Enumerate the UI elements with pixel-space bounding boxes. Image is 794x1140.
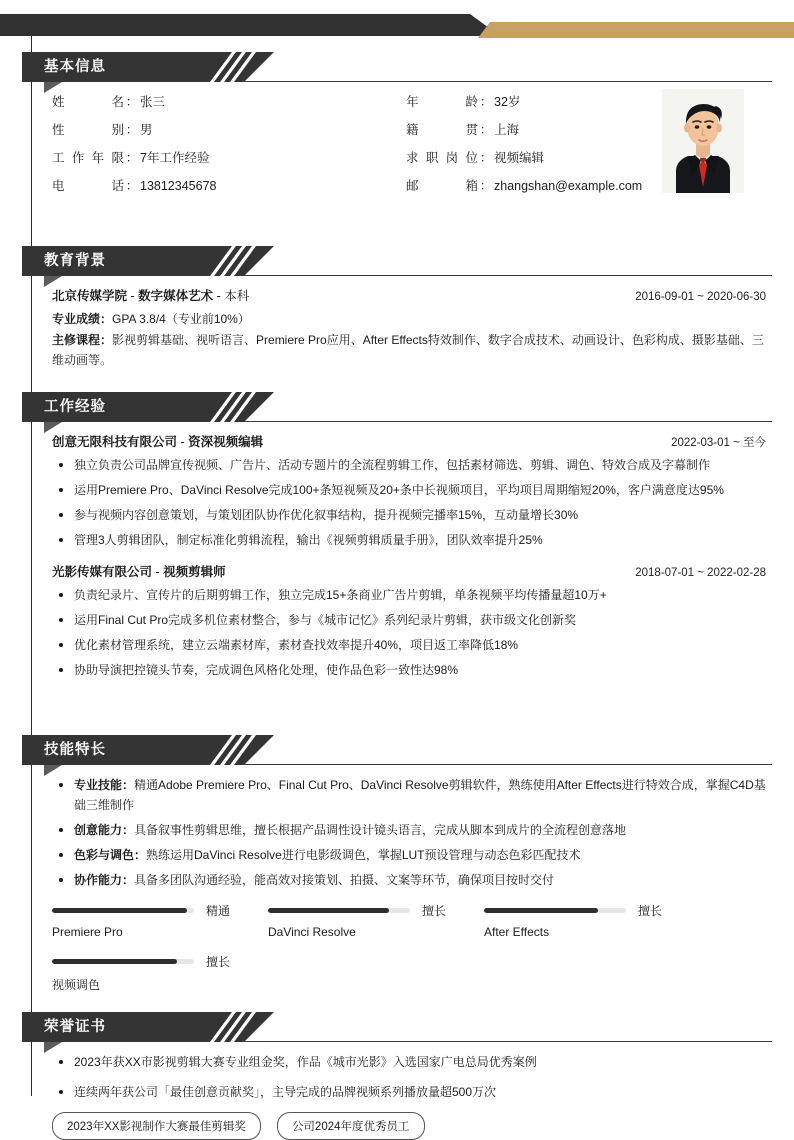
skill-bullet-list	[52, 775, 766, 890]
major-name: 数字媒体艺术	[138, 289, 214, 303]
banner-dark-stripe	[0, 14, 500, 36]
skill-bullet-text: 熟练运用DaVinci Resolve进行电影级调色，掌握LUT预设管理与动态色彩匹配技术	[146, 848, 581, 862]
skill-bar-list	[52, 902, 766, 1007]
detail-text: 影视剪辑基础、视听语言、Premiere Pro应用、After Effects特效制作、数字合成技术、动画设计、色彩构成、摄影基础、三维动画等。	[52, 333, 764, 367]
section-rule	[244, 421, 772, 422]
info-colon: ：	[479, 151, 493, 165]
skill-name-label: DaVinci Resolve	[268, 925, 356, 939]
skill-bar-row	[484, 902, 700, 919]
basic-info-right-column	[406, 92, 642, 204]
skills-body	[52, 765, 766, 1007]
work-bullet: 协助导演把控镜头节奏，完成调色风格化处理，使作品色彩一致性达98%	[52, 660, 766, 680]
skill-bullet	[52, 820, 766, 840]
info-value: 7年工作经验	[140, 151, 210, 165]
info-row	[52, 120, 216, 148]
skill-bullet-label: 专业技能：	[74, 778, 135, 792]
basic-info-grid	[52, 92, 766, 204]
work-entry-date: 2018-07-01 ~ 2022-02-28	[635, 567, 766, 579]
section-rule	[244, 81, 772, 82]
info-colon: ：	[479, 123, 493, 137]
skill-bullet-label: 色彩与调色：	[74, 848, 147, 862]
section-rule	[244, 764, 772, 765]
honor-bullet-list	[52, 1052, 766, 1102]
skill-bullet-text: 具备叙事性剪辑思维，擅长根据产品调性设计镜头语言，完成从脚本到成片的全流程创意落地	[134, 823, 627, 837]
title-separator: -	[152, 565, 164, 579]
school-name: 北京传媒学院	[52, 289, 128, 303]
info-label: 年龄	[406, 95, 478, 109]
section-title-work: 工作经验	[44, 399, 106, 415]
info-colon: ：	[125, 123, 139, 137]
section-title-honors: 荣誉证书	[44, 1019, 106, 1035]
detail-label: 主修课程：	[52, 333, 113, 347]
company-name: 创意无限科技有限公司	[52, 435, 178, 449]
section-header-skills	[22, 735, 282, 765]
skill-bullet	[52, 870, 766, 890]
work-bullet: 管理3人剪辑团队，制定标准化剪辑流程，输出《视频剪辑质量手册》，团队效率提升25%	[52, 530, 766, 550]
work-bullet: 运用Premiere Pro、DaVinci Resolve完成100+条短视频及20+条中长视频项目，平均项目周期缩短20%，客户满意度达95%	[52, 480, 766, 500]
skill-bullet	[52, 845, 766, 865]
skill-bar-fill	[52, 959, 177, 964]
info-row	[406, 148, 642, 176]
skill-bar-track	[52, 959, 194, 964]
section-header-work	[22, 392, 282, 422]
skill-bullet-label: 创意能力：	[74, 823, 135, 837]
job-role: 视频剪辑师	[163, 565, 226, 579]
degree-name: 本科	[224, 289, 250, 303]
honor-bullet: 2023年获XX市影视剪辑大赛专业组金奖，作品《城市光影》入选国家广电总局优秀案例	[52, 1052, 766, 1072]
info-label: 工作年限	[52, 151, 124, 165]
info-value: 13812345678	[140, 179, 217, 193]
honor-bullet: 连续两年获公司「最佳创意贡献奖」，主导完成的品牌视频系列播放量超500万次	[52, 1082, 766, 1102]
work-entry-header	[52, 562, 766, 580]
portrait-photo	[662, 89, 744, 193]
skill-name-label: 视频调色	[52, 978, 101, 992]
info-label: 籍贯	[406, 123, 478, 137]
education-detail-line	[52, 330, 766, 370]
education-entry-header	[52, 286, 766, 304]
work-body	[52, 422, 766, 680]
section-header-basic-info	[22, 52, 282, 82]
section-basic-info	[0, 52, 794, 204]
banner-gold-stripe	[478, 22, 794, 38]
basic-info-left-column	[52, 92, 216, 204]
skill-bullet-text: 精通Adobe Premiere Pro、Final Cut Pro、DaVinci Resolve剪辑软件，熟练使用After Effects进行特效合成，掌握C4D基础三维制作	[74, 778, 766, 812]
skill-bullet-text: 具备多团队沟通经验，能高效对接策划、拍摄、文案等环节，确保项目按时交付	[134, 873, 555, 887]
skill-bar-track	[484, 908, 626, 913]
detail-text: GPA 3.8/4（专业前10%）	[112, 312, 250, 326]
skill-name-label: After Effects	[484, 925, 550, 939]
company-name: 光影传媒有限公司	[52, 565, 153, 579]
skill-name-label: Premiere Pro	[52, 925, 123, 939]
section-rule	[244, 275, 772, 276]
info-colon: ：	[479, 179, 493, 193]
skill-bullet	[52, 775, 766, 815]
section-title-basic-info: 基本信息	[44, 59, 106, 75]
skill-bar-fill	[268, 908, 389, 913]
section-honors	[0, 1012, 794, 1140]
work-bullet: 运用Final Cut Pro完成多机位素材整合，参与《城市记忆》系列纪录片剪辑，获市级文化创新奖	[52, 610, 766, 630]
skill-bullet-label: 协作能力：	[74, 873, 135, 887]
detail-label: 专业成绩：	[52, 312, 113, 326]
title-separator: -	[213, 289, 225, 303]
info-row	[406, 120, 642, 148]
skill-bar-row	[52, 902, 268, 919]
job-role: 资深视频编辑	[188, 435, 264, 449]
skill-bar-item	[484, 902, 700, 939]
work-bullet: 负责纪录片、宣传片的后期剪辑工作，独立完成15+条商业广告片剪辑，单条视频平均传播量超10万+	[52, 585, 766, 605]
work-bullet-list	[52, 585, 766, 680]
skill-bar-fill	[484, 908, 598, 913]
work-bullet-list	[52, 455, 766, 550]
work-bullet: 独立负责公司品牌宣传视频、广告片、活动专题片的全流程剪辑工作，包括素材筛选、剪辑、调色、特效合成及字幕制作	[52, 455, 766, 475]
work-entry-header	[52, 432, 766, 450]
work-entry-title	[52, 432, 263, 450]
education-body	[52, 276, 766, 370]
honor-tag-list	[52, 1112, 766, 1140]
section-header-honors	[22, 1012, 282, 1042]
info-colon: ：	[125, 151, 139, 165]
skill-bar-item	[268, 902, 484, 939]
skill-bar-item	[52, 953, 268, 993]
skill-level-label: 精通	[206, 904, 231, 918]
info-label: 电话	[52, 179, 124, 193]
section-title-education: 教育背景	[44, 253, 106, 269]
honors-body	[52, 1042, 766, 1140]
section-work-experience	[0, 392, 794, 685]
info-value: 张三	[140, 95, 166, 109]
title-separator: -	[127, 289, 139, 303]
info-value: 男	[140, 123, 153, 137]
work-bullet: 优化素材管理系统，建立云端素材库，素材查找效率提升40%，项目返工率降低18%	[52, 635, 766, 655]
info-row	[406, 176, 642, 204]
page-top-banner	[0, 0, 794, 46]
info-row	[406, 92, 642, 120]
section-rule	[244, 1041, 772, 1042]
education-entry-date: 2016-09-01 ~ 2020-06-30	[635, 291, 766, 303]
skill-bar-item	[52, 902, 268, 939]
education-entry-title	[52, 286, 249, 304]
info-value: 视频编辑	[494, 151, 545, 165]
work-entry-title	[52, 562, 226, 580]
info-colon: ：	[125, 179, 139, 193]
basic-info-body	[52, 82, 766, 204]
skill-bar-track	[52, 908, 194, 913]
skill-level-label: 擅长	[422, 904, 447, 918]
title-separator: -	[177, 435, 189, 449]
avatar	[662, 89, 744, 193]
skill-level-label: 擅长	[206, 955, 231, 969]
info-label: 邮箱	[406, 179, 478, 193]
work-bullet: 参与视频内容创意策划，与策划团队协作优化叙事结构，提升视频完播率15%，互动量增长30%	[52, 505, 766, 525]
info-row	[52, 92, 216, 120]
skill-bar-fill	[52, 908, 187, 913]
skill-bar-track	[268, 908, 410, 913]
info-label: 求职岗位	[406, 151, 478, 165]
info-row	[52, 176, 216, 204]
skill-bar-row	[52, 953, 268, 970]
section-skills	[0, 735, 794, 1007]
info-value: 上海	[494, 123, 520, 137]
section-education	[0, 246, 794, 371]
info-value: 32岁	[494, 95, 521, 109]
info-colon: ：	[125, 95, 139, 109]
honor-tag: 公司2024年度优秀员工	[277, 1112, 425, 1140]
info-row	[52, 148, 216, 176]
section-title-skills: 技能特长	[44, 742, 106, 758]
info-label: 性别	[52, 123, 124, 137]
work-entry-date: 2022-03-01 ~ 至今	[671, 437, 766, 449]
education-detail-line	[52, 309, 766, 329]
info-label: 姓名	[52, 95, 124, 109]
skill-level-label: 擅长	[638, 904, 663, 918]
skill-bar-row	[268, 902, 484, 919]
honor-tag: 2023年XX影视制作大赛最佳剪辑奖	[52, 1112, 261, 1140]
info-colon: ：	[479, 95, 493, 109]
info-value: zhangshan@example.com	[494, 179, 643, 193]
section-header-education	[22, 246, 282, 276]
